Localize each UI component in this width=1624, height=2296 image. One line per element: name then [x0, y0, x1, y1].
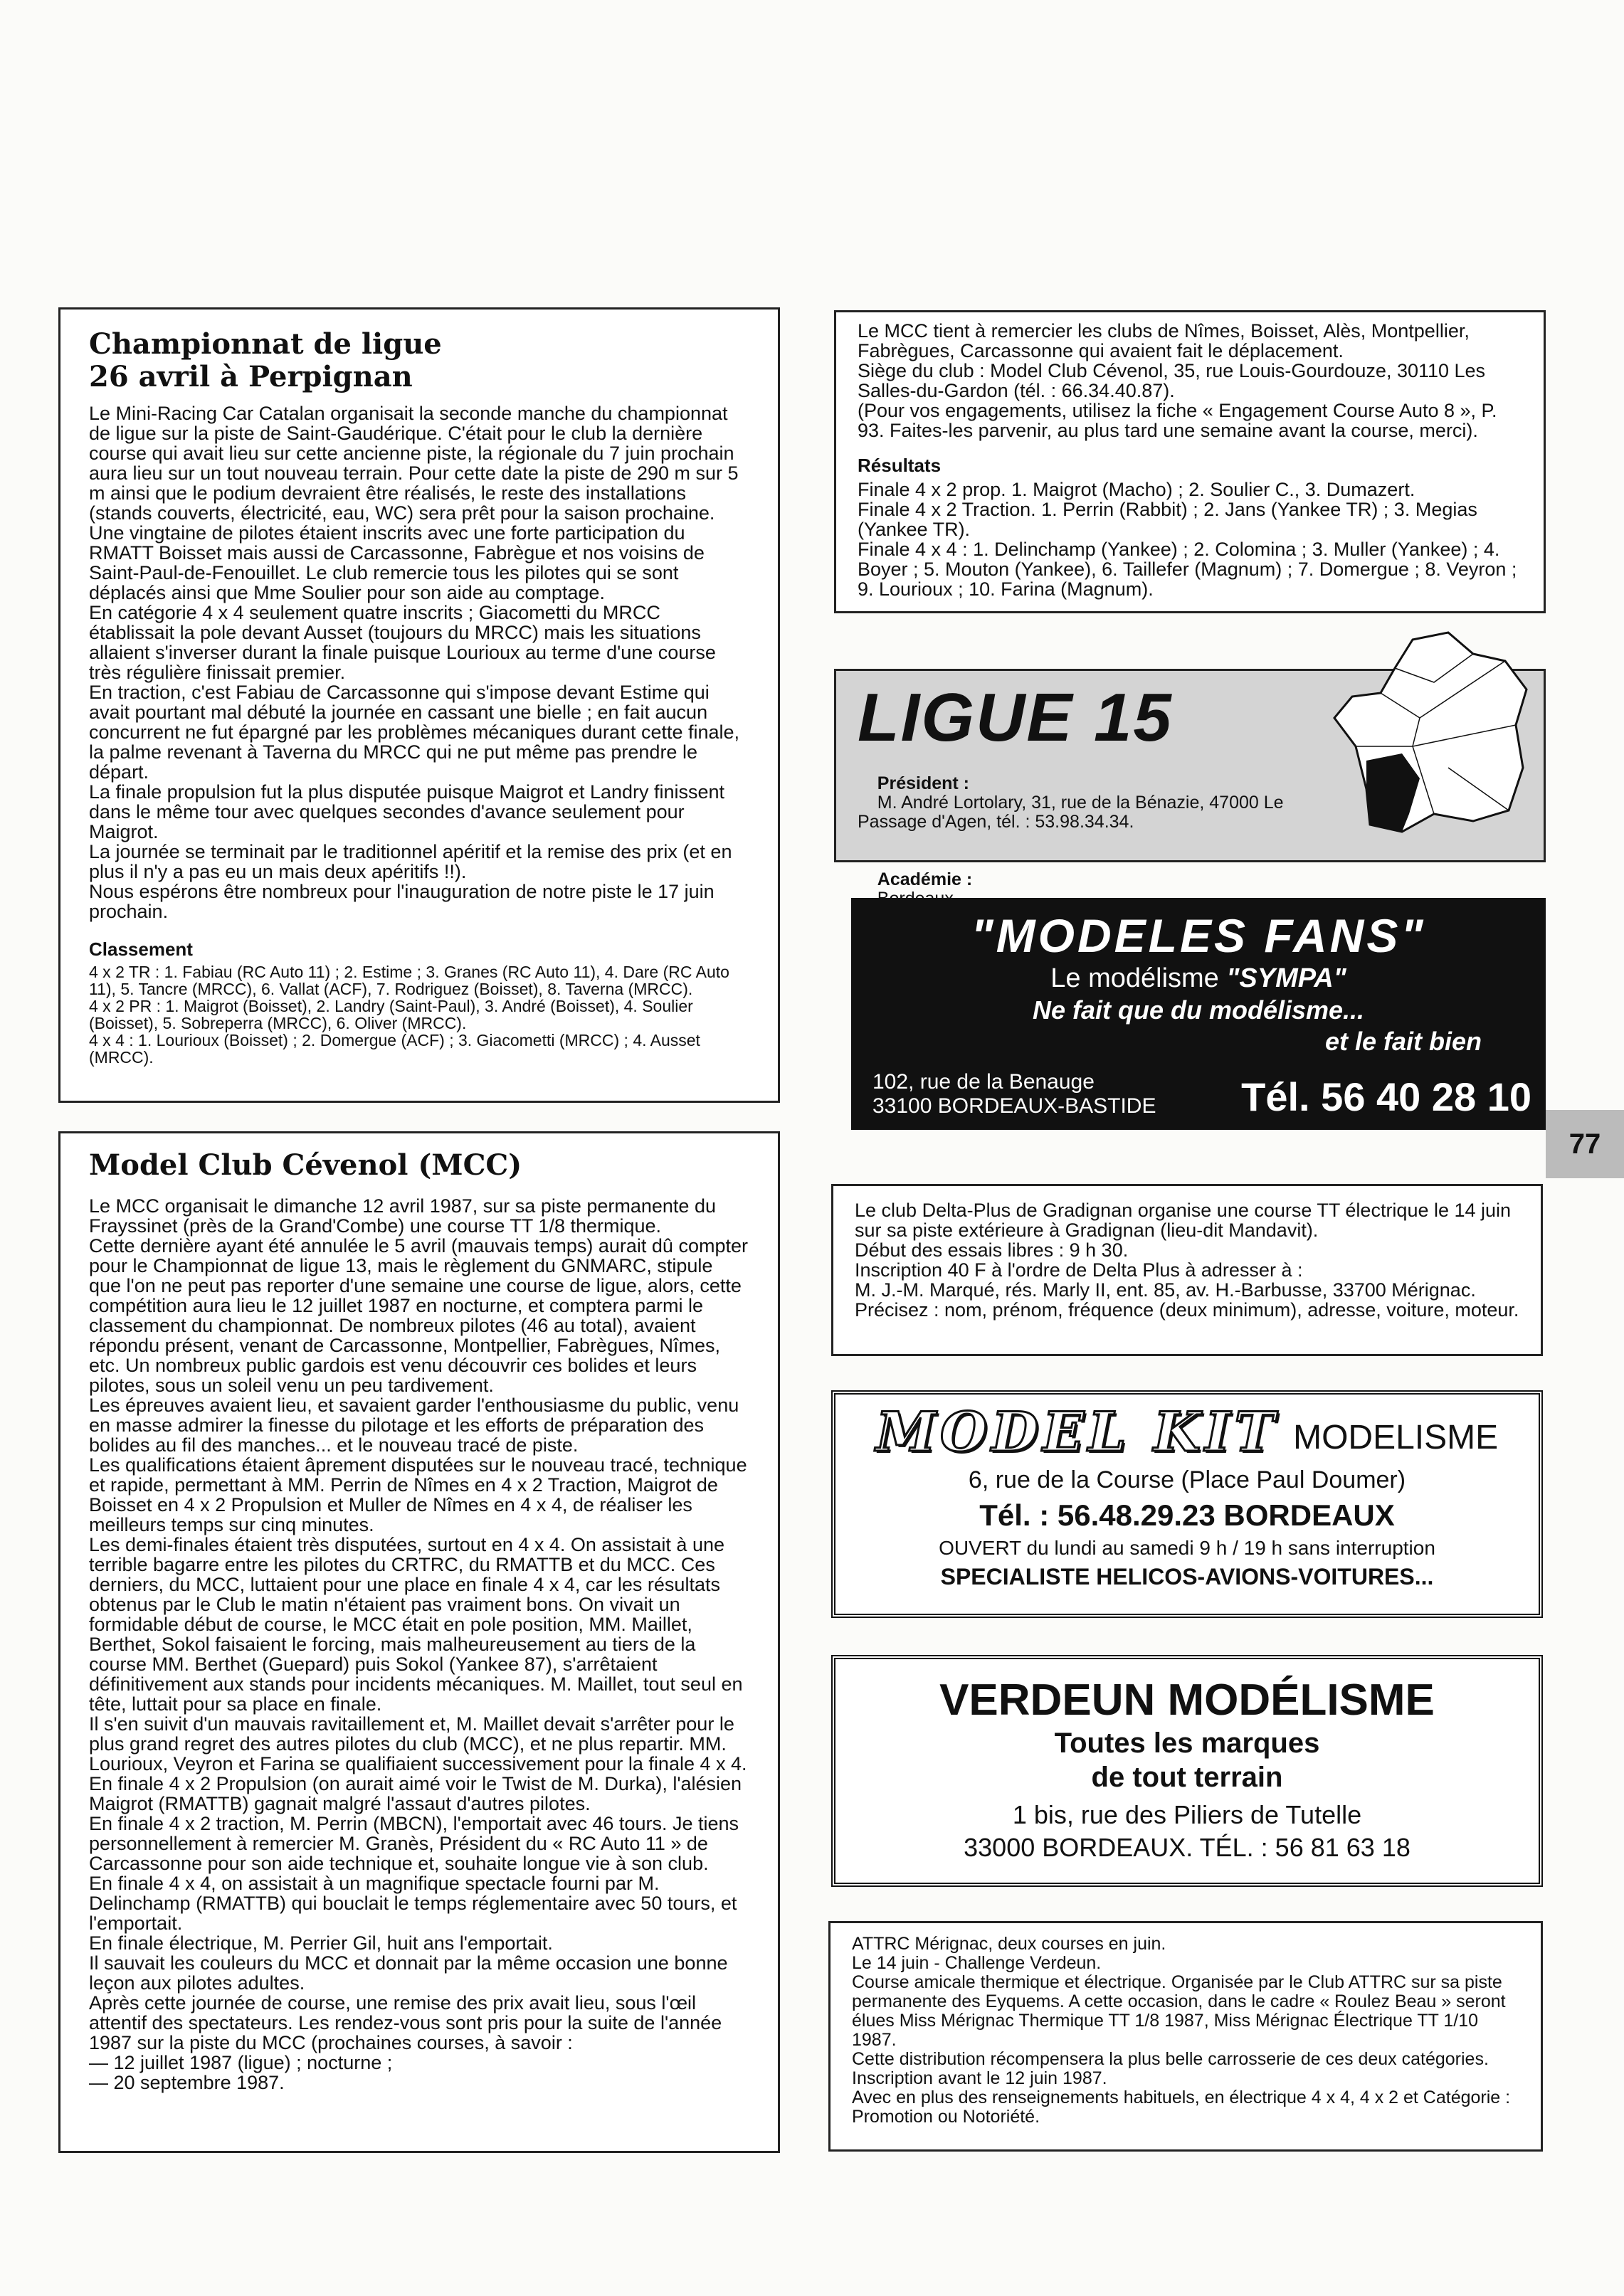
- modeles-fans-title: "MODELES FANS": [971, 909, 1426, 962]
- modeles-fans-phone: Tél. 56 40 28 10: [1241, 1074, 1531, 1119]
- model-kit-phone: Tél. : 56.48.29.23 BORDEAUX: [979, 1498, 1395, 1532]
- delta-plus-text: Le club Delta-Plus de Gradignan organise une course TT électrique le 14 juin sur sa piste extérieure à Gradignan (lieu-dit Mandavit). Début des essais libres : 9 h 30. Inscription 40 F à l'ordre de Delta Plus à adresser à : M. J.-M. Marqué, rés. Marly II, ent. 85, av. H.-Barbusse, 33700 Mérignac. Précisez : nom, prénom, fréquence (deux minimum), adresse, voiture, moteur.: [855, 1200, 1519, 1321]
- ligue-15-box: [834, 669, 1546, 889]
- article-championnat-title-2: 26 avril à Perpignan: [89, 360, 413, 393]
- ad-model-kit: [831, 1390, 1543, 1618]
- classement-heading: Classement: [89, 938, 193, 960]
- page-number: 77: [1546, 1110, 1624, 1178]
- ligue-president: [858, 755, 1341, 851]
- resultats-heading: Résultats: [858, 455, 942, 476]
- delta-plus-box: [831, 1184, 1543, 1356]
- modeles-fans-line1: [872, 962, 1524, 995]
- president-label: Président :: [877, 773, 969, 793]
- verdeun-address-1: 1 bis, rue des Piliers de Tutelle: [1012, 1800, 1362, 1829]
- verdeun-address-2: 33000 BORDEAUX. TÉL. : 56 81 63 18: [964, 1833, 1411, 1862]
- ligue-15-title: LIGUE 15: [858, 679, 1173, 756]
- model-kit-header: [850, 1402, 1524, 1463]
- modeles-fans-address-1: 102, rue de la Benauge: [872, 1070, 1095, 1094]
- ad-verdeun: [831, 1655, 1543, 1887]
- modeles-fans-line2: Ne fait que du modélisme...: [1032, 995, 1365, 1025]
- modeles-fans-address: [872, 1070, 1156, 1118]
- article-mcc-box: [58, 1131, 780, 2153]
- model-kit-specialty: SPECIALISTE HELICOS-AVIONS-VOITURES...: [940, 1564, 1434, 1589]
- france-map-icon: [1327, 625, 1534, 839]
- model-kit-suffix: MODELISME: [1293, 1419, 1499, 1456]
- modeles-fans-line3: et le fait bien: [1324, 1027, 1482, 1056]
- president-value: M. André Lortolary, 31, rue de la Bénazie, 47000 Le Passage d'Agen, tél. : 53.98.34.34.: [858, 793, 1289, 832]
- mcc-thanks-text: Le MCC tient à remercier les clubs de Nîmes, Boisset, Alès, Montpellier, Fabrègues, Carcassonne qui avaient fait le déplacement. Siège du club : Model Club Cévenol, 35, rue Louis-Gourdouze, 30110 Les Salles-du-Gardon (tél. : 66.34.40.87). (Pour vos engagements, utilisez la fiche « Engagement Course Auto 8 », P. 93. Faites-les parvenir, au plus tard une semaine avant la course, merci).: [858, 320, 1497, 441]
- modeles-fans-address-2: 33100 BORDEAUX-BASTIDE: [872, 1094, 1156, 1118]
- modeles-fans-sympa: "SYMPA": [1226, 963, 1346, 993]
- article-championnat-title-1: Championnat de ligue: [89, 327, 442, 361]
- attrc-box: [828, 1921, 1543, 2152]
- modeles-fans-tagline: Le modélisme: [1050, 963, 1219, 993]
- article-championnat-box: [58, 307, 780, 1103]
- article-championnat-body: Le Mini-Racing Car Catalan organisait la seconde manche du championnat de ligue sur la piste de Saint-Gaudérique. C'était pour le club la dernière course qui avait lieu sur cette ancienne piste, la régionale du 7 juin prochain aura lieu sur un tout nouveau terrain. Pour cette date la piste de 290 m sur 5 m ainsi que le podium devraient être réalisés, le reste des installations (stands couverts, électricité, eau, WC) sera prêt pour la saison prochaine. Une vingtaine de pilotes étaient inscrits avec une forte participation du RMATT Boisset mais aussi de Carcassonne, Fabrègue et nos voisins de Saint-Paul-de-Fenouillet. Le club remercie tous les pilotes qui se sont déplacés ainsi que Mme Soulier pour son aide au comptage. En catégorie 4 x 4 seulement quatre inscrits ; Giacometti du MRCC établissait la pole devant Ausset (toujours du MRCC) mais les situations allaient s'inverser durant la finale puisque Lourioux au terme d'une course très régulière finissait premier. En traction, c'est Fabiau de Carcassonne qui s'impose devant Estime qui avait pourtant mal débuté la journée en cassant une bielle ; en fait aucun concurrent ne fut épargné par les problèmes mécaniques durant cette finale, la palme revenant à Taverna du MRCC qui ne put même pas prendre le départ. La finale propulsion fut la plus disputée puisque Maigrot et Landry finissent dans le même tour avec quelques secondes d'avance seulement pour Maigrot. La journée se terminait par le traditionnel apéritif et la remise des prix (et en plus il n'y a pas eu un mais deux apéritifs !!). Nous espérons être nombreux pour l'inauguration de notre piste le 17 juin prochain.: [89, 403, 740, 922]
- article-mcc-continued-box: [834, 310, 1546, 613]
- verdeun-line1: Toutes les marques: [1054, 1728, 1320, 1759]
- article-mcc-title: Model Club Cévenol (MCC): [89, 1148, 522, 1182]
- model-kit-logo: MODEL KIT: [875, 1400, 1280, 1464]
- academie-label: Académie :: [877, 869, 973, 889]
- verdeun-line2: de tout terrain: [1091, 1762, 1283, 1793]
- attrc-text: ATTRC Mérignac, deux courses en juin. Le 14 juin - Challenge Verdeun. Course amicale thermique et électrique. Organisée par le Club ATTRC sur sa piste permanente des Eyquems. A cette occasion, dans le cadre « Roulez Beau » seront élues Miss Mérignac Thermique TT 1/8 1987, Miss Mérignac Électrique TT 1/10 1987. Cette distribution récompensera la plus belle carrosserie de ces deux catégories. Inscription avant le 12 juin 1987. Avec en plus des renseignements habituels, en électrique 4 x 4, 4 x 2 et Catégorie : Promotion ou Notoriété.: [852, 1934, 1511, 2127]
- resultats-text: Finale 4 x 2 prop. 1. Maigrot (Macho) ; 2. Soulier C., 3. Dumazert. Finale 4 x 2 Traction. 1. Perrin (Rabbit) ; 2. Jans (Yankee TR) ; 3. Megias (Yankee TR). Finale 4 x 4 : 1. Delinchamp (Yankee) ; 2. Colomina ; 3. Muller (Yankee) ; 4. Boyer ; 5. Mouton (Yankee), 6. Taillefer (Magnum) ; 7. Domergue ; 8. Veyron ; 9. Lourioux ; 10. Farina (Magnum).: [858, 479, 1517, 600]
- verdeun-title: VERDEUN MODÉLISME: [939, 1676, 1435, 1725]
- classement-text: 4 x 2 TR : 1. Fabiau (RC Auto 11) ; 2. Estime ; 3. Granes (RC Auto 11), 4. Dare (RC Auto 11), 5. Tancre (MRCC), 6. Vallat (ACF), 7. Rodriguez (Boisset), 8. Taverna (MRCC). 4 x 2 PR : 1. Maigrot (Boisset), 2. Landry (Saint-Paul), 3. André (Boisset), 4. Soulier (Boisset), 5. Sobreperra (MRCC), 6. Oliver (MRCC). 4 x 4 : 1. Lourioux (Boisset) ; 2. Domergue (ACF) ; 3. Giacometti (MRCC) ; 4. Ausset (MRCC).: [89, 963, 729, 1067]
- model-kit-address: 6, rue de la Course (Place Paul Doumer): [968, 1466, 1406, 1493]
- model-kit-hours: OUVERT du lundi au samedi 9 h / 19 h sans interruption: [939, 1537, 1435, 1559]
- article-mcc-body: Le MCC organisait le dimanche 12 avril 1987, sur sa piste permanente du Frayssinet (près de la Grand'Combe) une course TT 1/8 thermique. Cette dernière ayant été annulée le 5 avril (mauvais temps) aurait dû compter pour le Championnat de ligue 13, mais le règlement du GNMARC, stipule que l'on ne peut pas reporter d'une semaine une course de ligue, alors, cette compétition aura lieu le 12 juillet 1987 en nocturne, et comptera parmi le classement du championnat. De nombreux pilotes (46 au total), avaient répondu présent, venant de Carcassonne, Montpellier, Fabrègues, Nîmes, etc. Un nombreux public gardois est venu découvrir ces bolides et leurs pilotes, sous un soleil venu un peu tardivement. Les épreuves avaient lieu, et savaient garder l'enthousiasme du public, venu en masse admirer la finesse du pilotage et les efforts de préparation des bolides au fil des manches... et le nouveau tracé de piste. Les qualifications étaient âprement disputées sur le nouveau tracé, technique et rapide, permettant à MM. Perrin de Nîmes en 4 x 2 Traction, Maigrot de Boisset en 4 x 2 Propulsion et Muller de Nîmes en 4 x 4, de réaliser les meilleurs temps sur cinq minutes. Les demi-finales étaient très disputées, surtout en 4 x 4. On assistait à une terrible bagarre entre les pilotes du CRTRC, du RMATTB et du MCC. Ces derniers, du MCC, luttaient pour une place en finale 4 x 4, car les résultats obtenus par le Club le matin n'étaient pas vraiment bons. On vivait un formidable début de course, le MCC était en pole position, MM. Maillet, Berthet, Sokol faisaient le forcing, mais malheureusement au tiers de la course MM. Berthet (Guepard) puis Sokol (Yankee 87), s'arrêtaient définitivement aux stands pour incidents mécaniques. M. Maillet, tout seul en tête, luttait pour sa place en finale. Il s'en suivit d'un mauvais ravitaillement et, M. Maillet devait s'arrêter pour le plus grand regret des autres pilotes du club (MCC), et ne plus repartir. MM. Lourioux, Veyron et Farina se qualifiaient successivement pour la finale 4 x 4. En finale 4 x 2 Propulsion (on aurait aimé voir le Twist de M. Durka), l'alésien Maigrot (RMATTB) gagnait malgré l'assaut d'autres pilotes. En finale 4 x 2 traction, M. Perrin (MBCN), l'emportait avec 46 tours. Je tiens personnellement à remercier M. Granès, Président du « RC Auto 11 » de Carcassonne pour son aide technique et, souhaite longue vie à son club. En finale 4 x 4, on assistait à un magnifique spectacle fourni par M. Delinchamp (RMATTB) qui bouclait le temps réglementaire avec 50 tours, et l'emportait. En finale électrique, M. Perrier Gil, huit ans l'emportait. Il sauvait les couleurs du MCC et donnait par la même occasion une bonne leçon aux pilotes adultes. Après cette journée de course, une remise des prix avait lieu, sous l'œil attentif des spectateurs. Les rendez-vous sont pris pour la suite de l'année 1987 sur la piste du MCC (prochaines courses, à savoir : — 12 juillet 1987 (ligue) ; nocturne ; — 20 septembre 1987.: [89, 1195, 748, 2093]
- ad-modeles-fans: [851, 898, 1546, 1130]
